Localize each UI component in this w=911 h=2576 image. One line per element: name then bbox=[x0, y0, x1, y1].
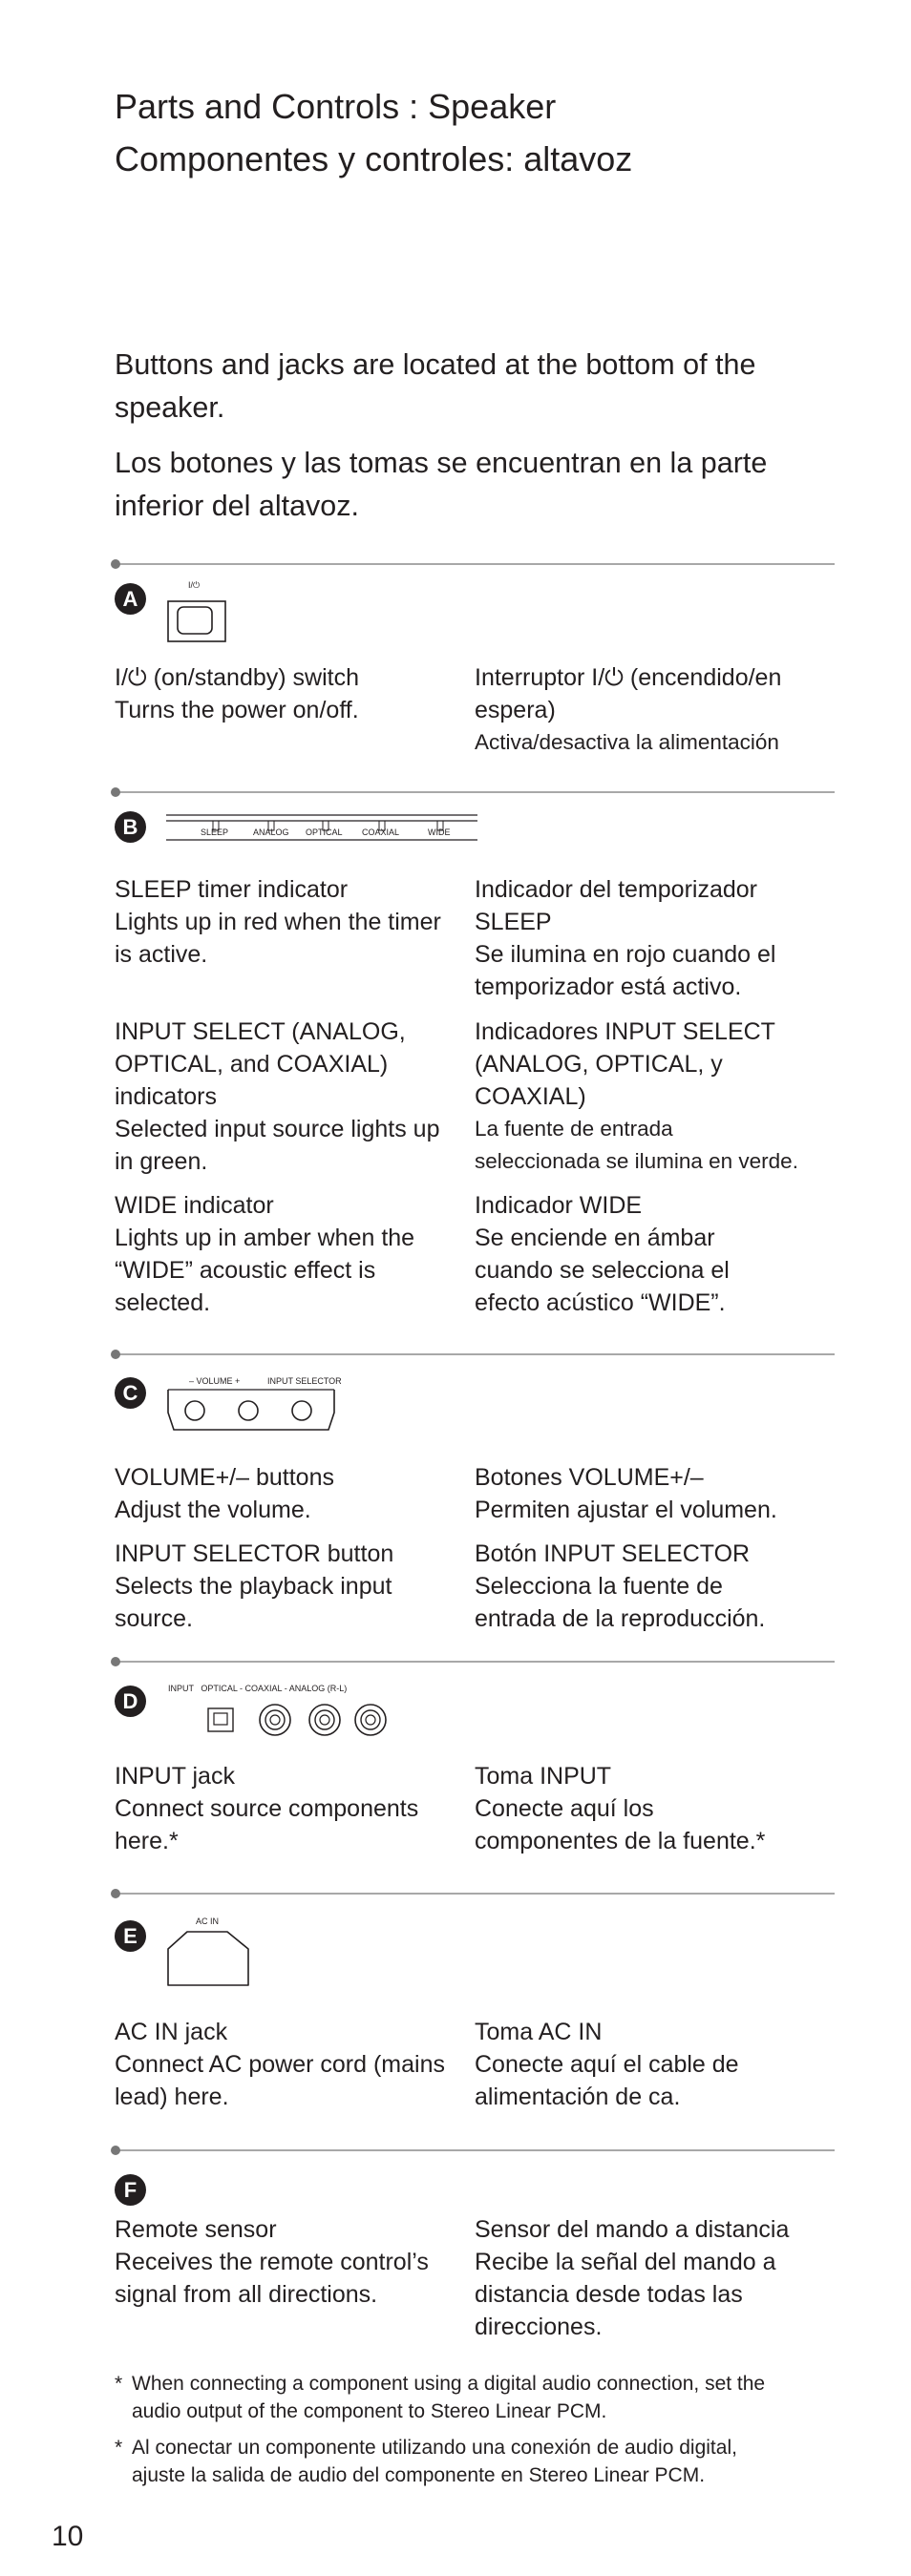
item-line: seleccionada se ilumina en verde. bbox=[475, 1149, 798, 1173]
section-b-item1-en bbox=[115, 873, 473, 971]
item-line: Lights up in amber when the bbox=[115, 1225, 415, 1251]
input-jacks-icon bbox=[168, 1699, 397, 1743]
footnote-line: ajuste la salida de audio del componente en Stereo Linear PCM. bbox=[132, 2464, 706, 2486]
item-line: Selecciona la fuente de bbox=[475, 1573, 723, 1600]
page-title-es: Componentes y controles: altavoz bbox=[115, 139, 633, 178]
input-jacks-label: INPUT OPTICAL - COAXIAL - ANALOG (R-L) bbox=[168, 1684, 348, 1693]
item-line: Receives the remote control’s bbox=[115, 2249, 429, 2275]
item-line: here.* bbox=[115, 1828, 179, 1854]
section-badge-a: A bbox=[115, 583, 146, 615]
item-line: Turns the power on/off. bbox=[115, 697, 359, 723]
item-line: SLEEP bbox=[475, 909, 552, 935]
item-line: is active. bbox=[115, 941, 208, 968]
item-line: efecto acústico “WIDE”. bbox=[475, 1289, 726, 1316]
section-badge-e: E bbox=[115, 1920, 146, 1952]
page-number: 10 bbox=[52, 2521, 84, 2552]
intro-en bbox=[115, 344, 840, 429]
item-line: indicators bbox=[115, 1083, 217, 1110]
item-line: Conecte aquí el cable de bbox=[475, 2051, 739, 2078]
ac-in-label: AC IN bbox=[196, 1916, 220, 1926]
item-line: espera) bbox=[475, 697, 556, 723]
item-line: Sensor del mando a distancia bbox=[475, 2216, 790, 2243]
item-line: Conecte aquí los bbox=[475, 1795, 654, 1822]
item-line: Indicadores INPUT SELECT bbox=[475, 1018, 775, 1045]
intro-es bbox=[115, 442, 840, 528]
section-f-item-en bbox=[115, 2213, 473, 2311]
section-b-item2-en bbox=[115, 1016, 473, 1178]
section-c-item2-en bbox=[115, 1538, 473, 1635]
section-badge-b: B bbox=[115, 811, 146, 843]
volume-label: – VOLUME + bbox=[189, 1376, 241, 1386]
ac-in-icon bbox=[164, 1928, 260, 1999]
section-divider bbox=[115, 2149, 835, 2151]
item-line: AC IN jack bbox=[115, 2019, 228, 2045]
section-d-item-es bbox=[475, 1760, 837, 1857]
section-divider bbox=[115, 1661, 835, 1663]
section-c-item2-es bbox=[475, 1538, 837, 1635]
buttons-icon bbox=[164, 1388, 355, 1441]
intro-en-line: speaker. bbox=[115, 391, 225, 424]
footnote-es bbox=[115, 2434, 840, 2489]
power-switch-figure bbox=[164, 580, 231, 641]
item-line: temporizador está activo. bbox=[475, 974, 742, 1000]
section-divider bbox=[115, 563, 835, 565]
item-line: Connect AC power cord (mains bbox=[115, 2051, 445, 2078]
indicator-label: WIDE bbox=[428, 827, 451, 837]
item-line: “WIDE” acoustic effect is bbox=[115, 1257, 376, 1284]
indicator-label: COAXIAL bbox=[362, 827, 400, 837]
item-line: (ANALOG, OPTICAL, y bbox=[475, 1051, 723, 1078]
section-badge-d: D bbox=[115, 1686, 146, 1717]
item-line: distancia desde todas las bbox=[475, 2281, 743, 2308]
item-line: COAXIAL) bbox=[475, 1083, 586, 1110]
item-line: signal from all directions. bbox=[115, 2281, 378, 2308]
item-line: La fuente de entrada bbox=[475, 1117, 673, 1141]
item-line: INPUT jack bbox=[115, 1763, 235, 1790]
indicator-panel-figure bbox=[164, 812, 479, 845]
intro-es-line: Los botones y las tomas se encuentran en la parte bbox=[115, 447, 768, 479]
item-line: Interruptor I/⏻ (encendido/en bbox=[475, 664, 782, 691]
footnote-en bbox=[115, 2370, 840, 2425]
item-line: INPUT SELECT (ANALOG, bbox=[115, 1018, 406, 1045]
item-line: Adjust the volume. bbox=[115, 1497, 311, 1523]
section-d-item-en bbox=[115, 1760, 473, 1857]
item-line: Permiten ajustar el volumen. bbox=[475, 1497, 777, 1523]
footnote-mark: * bbox=[115, 2437, 123, 2459]
section-c-item1-en bbox=[115, 1461, 473, 1526]
item-line: in green. bbox=[115, 1148, 208, 1175]
section-b-item3-es bbox=[475, 1189, 837, 1319]
section-a-item-es bbox=[475, 661, 837, 759]
item-line: Toma INPUT bbox=[475, 1763, 612, 1790]
item-line: selected. bbox=[115, 1289, 211, 1316]
item-line: Selects the playback input bbox=[115, 1573, 392, 1600]
item-line: Connect source components bbox=[115, 1795, 419, 1822]
section-divider bbox=[115, 791, 835, 793]
item-line: Botones VOLUME+/– bbox=[475, 1464, 704, 1491]
ac-in-figure bbox=[164, 1916, 260, 1999]
item-line: OPTICAL, and COAXIAL) bbox=[115, 1051, 389, 1078]
section-f-item-es bbox=[475, 2213, 837, 2343]
item-line: alimentación de ca. bbox=[475, 2084, 681, 2110]
item-line: Selected input source lights up bbox=[115, 1116, 440, 1142]
intro-en-line: Buttons and jacks are located at the bottom of the bbox=[115, 348, 756, 381]
item-line: componentes de la fuente.* bbox=[475, 1828, 766, 1854]
item-line: Remote sensor bbox=[115, 2216, 277, 2243]
section-badge-c: C bbox=[115, 1377, 146, 1409]
section-e-item-es bbox=[475, 2016, 837, 2113]
footnote-line: Al conectar un componente utilizando una conexión de audio digital, bbox=[132, 2437, 737, 2459]
item-line: Lights up in red when the timer bbox=[115, 909, 441, 935]
footnote-line: audio output of the component to Stereo Linear PCM. bbox=[132, 2400, 607, 2422]
input-selector-label: INPUT SELECTOR bbox=[267, 1376, 342, 1386]
item-line: Toma AC IN bbox=[475, 2019, 603, 2045]
item-line: SLEEP timer indicator bbox=[115, 876, 349, 903]
footnote-mark: * bbox=[115, 2373, 123, 2395]
item-line: source. bbox=[115, 1605, 193, 1632]
section-e-item-en bbox=[115, 2016, 473, 2113]
item-line: cuando se selecciona el bbox=[475, 1257, 730, 1284]
item-line: INPUT SELECTOR button bbox=[115, 1540, 394, 1567]
item-line: lead) here. bbox=[115, 2084, 229, 2110]
section-divider bbox=[115, 1353, 835, 1355]
item-line: Indicador WIDE bbox=[475, 1192, 643, 1219]
section-b-item1-es bbox=[475, 873, 837, 1003]
power-switch-label: I/⏻ bbox=[188, 580, 201, 590]
item-line: Recibe la señal del mando a bbox=[475, 2249, 776, 2275]
item-line: Se enciende en ámbar bbox=[475, 1225, 715, 1251]
section-b-item3-en bbox=[115, 1189, 473, 1319]
power-switch-icon bbox=[164, 592, 231, 645]
item-line: Indicador del temporizador bbox=[475, 876, 757, 903]
section-b-item2-es bbox=[475, 1016, 837, 1178]
item-line: Botón INPUT SELECTOR bbox=[475, 1540, 751, 1567]
footnote-line: When connecting a component using a digital audio connection, set the bbox=[132, 2373, 766, 2395]
indicator-label: OPTICAL bbox=[306, 827, 343, 837]
intro-es-line: inferior del altavoz. bbox=[115, 490, 359, 522]
item-line: VOLUME+/– buttons bbox=[115, 1464, 334, 1491]
buttons-figure bbox=[164, 1376, 355, 1441]
section-divider bbox=[115, 1893, 835, 1895]
item-line: WIDE indicator bbox=[115, 1192, 274, 1219]
input-jacks-figure bbox=[168, 1684, 397, 1745]
indicator-label: SLEEP bbox=[201, 827, 229, 837]
item-line: I/⏻ (on/standby) switch bbox=[115, 664, 359, 691]
item-line: direcciones. bbox=[475, 2314, 603, 2340]
page-title-en: Parts and Controls : Speaker bbox=[115, 87, 557, 126]
item-line: Activa/desactiva la alimentación bbox=[475, 730, 779, 754]
item-line: entrada de la reproducción. bbox=[475, 1605, 766, 1632]
section-a-item-en bbox=[115, 661, 473, 726]
item-line: Se ilumina en rojo cuando el bbox=[475, 941, 776, 968]
section-badge-f: F bbox=[115, 2174, 146, 2206]
indicator-label: ANALOG bbox=[253, 827, 289, 837]
section-c-item1-es bbox=[475, 1461, 837, 1526]
